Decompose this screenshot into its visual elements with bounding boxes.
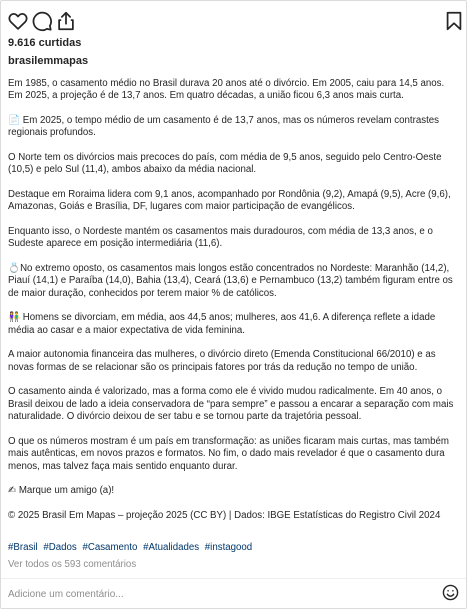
divider (1, 578, 466, 579)
hashtag-link[interactable]: #instagood (204, 542, 253, 553)
hashtag-link[interactable]: #Brasil (8, 542, 38, 553)
heart-icon[interactable] (7, 10, 29, 32)
post-action-bar (0, 0, 467, 36)
paragraph-text: Em 2025, o tempo médio de um casamento é de 13,7 anos, mas os números revelam contrastes regionais profundos. (8, 115, 439, 139)
paragraph-text: Homens se divorciam, em média, aos 44,5 anos; mulheres, aos 41,6. A diferença reflete a idade média ao casar e a maior expectativa de vida feminina. (8, 312, 436, 336)
hashtag-link[interactable]: #Atualidades (143, 542, 200, 553)
share-icon[interactable] (55, 10, 77, 32)
couple-emoji-icon: 👫 (8, 312, 21, 324)
ring-emoji-icon: 💍 (8, 263, 21, 274)
caption-paragraph (8, 78, 456, 103)
emoji-icon[interactable] (442, 584, 459, 601)
caption-paragraph (8, 263, 456, 300)
paragraph-text: © 2025 Brasil Em Mapas – projeção 2025 (CC BY) | Dados: IBGE Estatísticas do Registro Civil 2024 (8, 509, 441, 521)
caption-paragraph (8, 152, 456, 177)
bookmark-icon[interactable] (443, 10, 465, 32)
caption-paragraph (8, 115, 456, 140)
hashtag-link[interactable]: #Dados (43, 542, 77, 553)
author-username[interactable]: brasilemmapas (8, 55, 89, 67)
comment-input[interactable] (8, 587, 428, 601)
paragraph-text: Enquanto isso, o Nordeste mantém os casamentos mais duradouros, com média de 13,3 anos, e o Sudeste aparece em posição intermediária (11,6). (8, 226, 433, 250)
caption-paragraph (8, 510, 456, 522)
paragraph-text: Em 1985, o casamento médio no Brasil durava 20 anos até o divórcio. Em 2005, caiu para 14,5 anos. Em 2025, a projeção é de 13,7 anos. Em quatro décadas, a união ficou 6,3 anos mais curta. (8, 78, 445, 102)
paragraph-text: Marque um amigo (a)! (16, 485, 115, 497)
hashtag-link[interactable]: #Casamento (82, 542, 138, 553)
paragraph-text: O que os números mostram é um país em transformação: as uniões ficaram mais curtas, mas também mais autênticas, em novos prazos e formatos. No fim, o dado mais revelador é que o casamento dura menos, mas talvez faça mais sentido enquanto durar. (8, 435, 449, 472)
paragraph-text: O casamento ainda é valorizado, mas a forma como ele é vivido mudou radicalmente. Em 40 anos, o Brasil deixou de lado a ideia conservadora de “para sempre” e passou a encarar a separação com mais naturalidade. O divórcio deixou de ser tabu e se tornou parte da trajetória pessoal. (8, 386, 454, 423)
caption-paragraph (8, 386, 456, 423)
paragraph-text: A maior autonomia financeira das mulheres, o divórcio direto (Emenda Constitucional 66/2010) e as novas formas de se relacionar são os principais fatores por trás da redução no tempo de união. (8, 349, 436, 373)
hashtag-list (8, 542, 255, 553)
post-caption (8, 78, 456, 534)
caption-paragraph (8, 485, 456, 497)
likes-count[interactable]: 9.616 curtidas (8, 37, 82, 49)
paragraph-text: No extremo oposto, os casamentos mais longos estão concentrados no Nordeste: Maranhão (14,2), Piauí (14,1) e Paraíba (14,0), Bahia (13,4), Ceará (13,6) e Pernambuco (13,2) também figuram entre os de maior duração, conhecidos por terem maior % de católicos. (8, 263, 453, 299)
writing-hand-emoji-icon: ✍ (8, 485, 17, 497)
caption-paragraph (8, 349, 456, 374)
document-emoji-icon: 📄 (8, 115, 21, 126)
view-all-comments-link[interactable]: Ver todos os 593 comentários (8, 559, 137, 570)
paragraph-text: Destaque em Roraima lidera com 9,1 anos, acompanhado por Rondônia (9,2), Amapá (9,5), Acre (9,6), Amazonas, Goiás e Brasília, DF, lugares com maior participação de evangélicos. (8, 189, 451, 213)
caption-paragraph (8, 436, 456, 473)
caption-paragraph (8, 189, 456, 214)
caption-paragraph (8, 312, 456, 337)
comment-icon[interactable] (31, 10, 53, 32)
caption-paragraph (8, 226, 456, 251)
paragraph-text: O Norte tem os divórcios mais precoces do país, com média de 9,5 anos, seguido pelo Centro-Oeste (10,5) e pelo Sul (11,4), ambos abaixo da média nacional. (8, 152, 442, 176)
